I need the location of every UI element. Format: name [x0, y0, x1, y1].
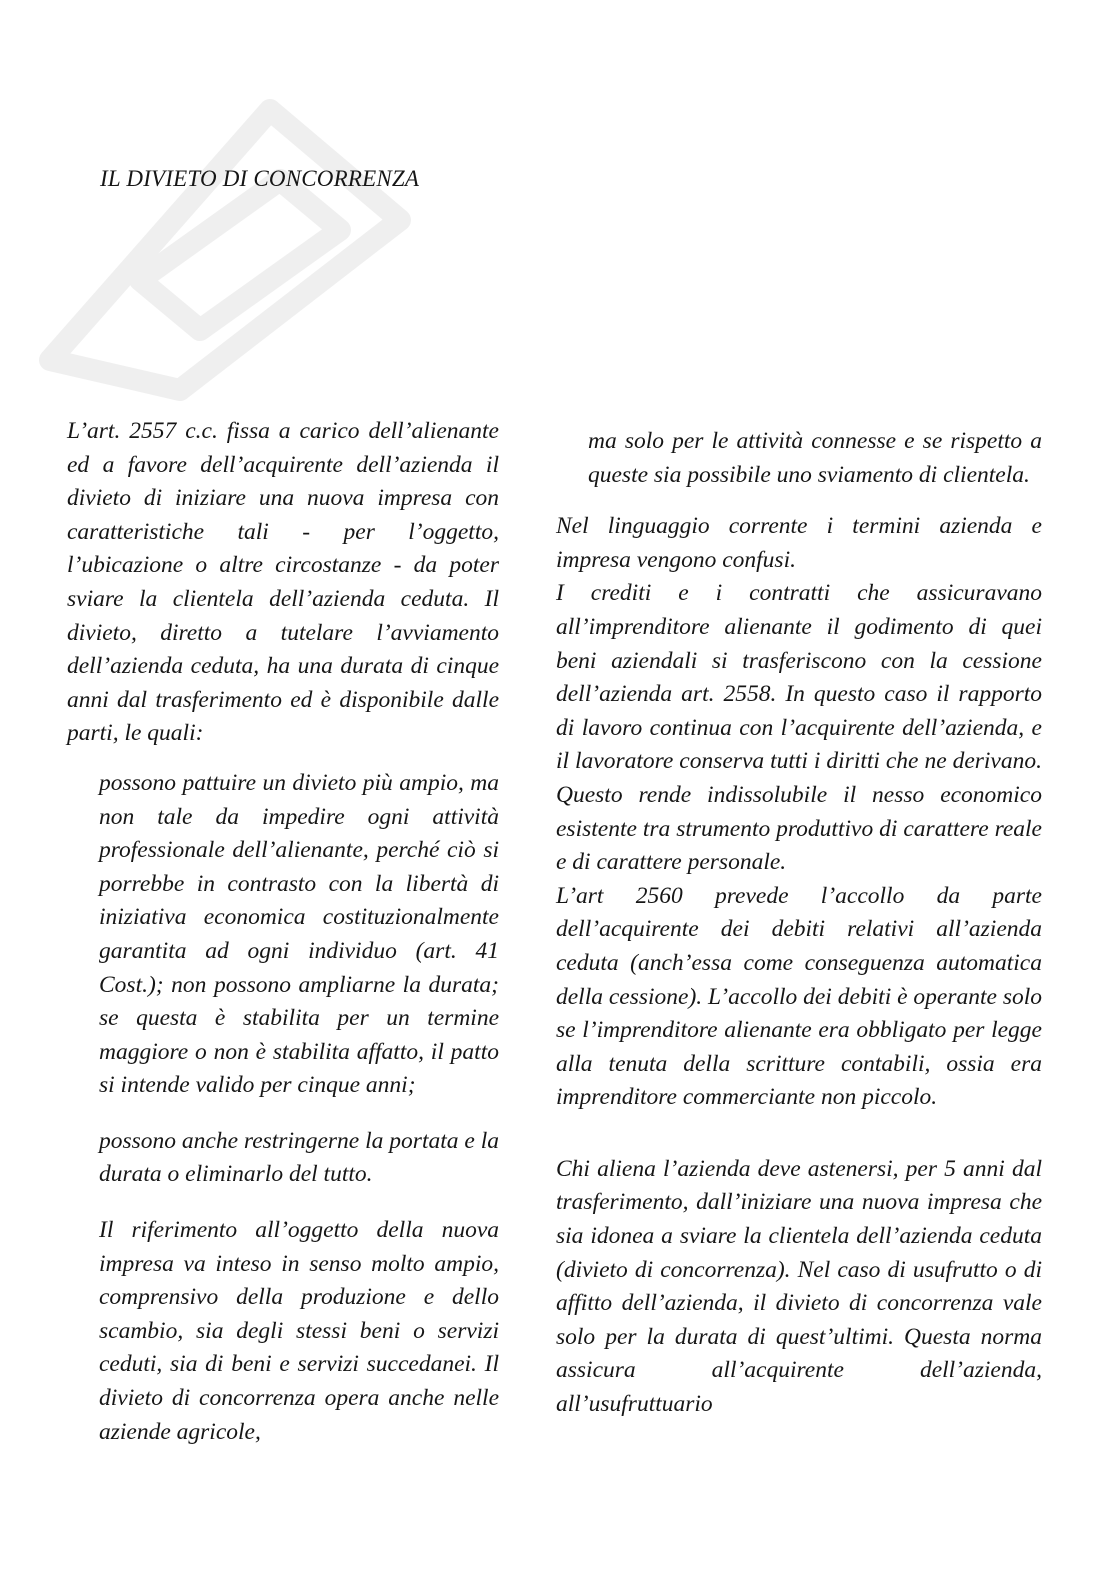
- right-column: [556, 425, 1042, 1422]
- page-title: IL DIVIETO DI CONCORRENZA: [100, 166, 420, 191]
- paragraph-pattuire-divieto: possono pattuire un divieto più ampio, ma non tale da impedire ogni attività professionale dell’alienante, perché ciò si porrebbe in contrasto con la libertà di iniziativa economica costituzionalmente garantita ad ogni individuo (art. 41 Cost.); non possono ampliarne la durata; se questa è stabilita per un termine maggiore o non è stabilita affatto, il patto si intende valido per cinque anni;: [99, 769, 499, 1099]
- paragraph-attivita-connesse: ma solo per le attività connesse e se rispetto a queste sia possibile uno sviamento di clientela.: [588, 428, 1042, 488]
- paragraph-restringere-portata: possono anche restringerne la portata e la durata o eliminarlo del tutto.: [99, 1127, 499, 1188]
- paragraph-chi-aliena: Chi aliena l’azienda deve astenersi, per 5 anni dal trasferimento, dall’iniziare una nuova impresa che sia idonea a sviare la clientela dell’azienda ceduta (divieto di concorrenza). Nel caso di usufrutto o di affitto dell’azienda, il divieto di concorrenza vale solo per la durata di quest’ultimi. Questa norma assicura all’acquirente dell’azienda, all’usufruttuario: [556, 1155, 1042, 1418]
- left-column: [67, 415, 499, 1449]
- paragraph-oggetto-nuova-impresa: Il riferimento all’oggetto della nuova impresa va inteso in senso molto ampio, comprensivo della produzione e dello scambio, sia degli stessi beni o servizi ceduti, sia di beni e servizi succedanei. Il divieto di concorrenza opera anche nelle aziende agricole,: [99, 1217, 499, 1445]
- paragraph-crediti-contratti: I crediti e i contratti che assicuravano all’imprenditore alienante il godimento di quei beni aziendali si trasferiscono con la cessione dell’azienda art. 2558. In questo caso il rapporto di lavoro continua con l’acquirente dell’azienda, e il lavoratore conserva tutti i diritti che ne derivano. Questo rende indissolubile il nesso economico esistente tra strumento produttivo di carattere reale e di carattere personale.: [556, 580, 1042, 876]
- paragraph-art-2560: L’art 2560 prevede l’accollo da parte dell’acquirente dei debiti relativi all’azienda ceduta (anch’essa come conseguenza automatica della cessione). L’accollo dei debiti è operante solo se l’imprenditore alienante era obbligato per legge alla tenuta della scritture contabili, ossia era imprenditore commerciante non piccolo.: [556, 882, 1042, 1111]
- watermark-logo: [20, 30, 440, 410]
- paragraph-linguaggio-corrente: Nel linguaggio corrente i termini azienda e impresa vengono confusi.: [556, 513, 1042, 573]
- paragraph-art-2557: L’art. 2557 c.c. fissa a carico dell’alienante ed a favore dell’acquirente dell’azienda il divieto di iniziare una nuova impresa con caratteristiche tali - per l’oggetto, l’ubicazione o altre circostanze - da poter sviare la clientela dell’azienda ceduta. Il divieto, diretto a tutelare l’avviamento dell’azienda ceduta, ha una durata di cinque anni dal trasferimento ed è disponibile dalle parti, le quali:: [67, 418, 499, 747]
